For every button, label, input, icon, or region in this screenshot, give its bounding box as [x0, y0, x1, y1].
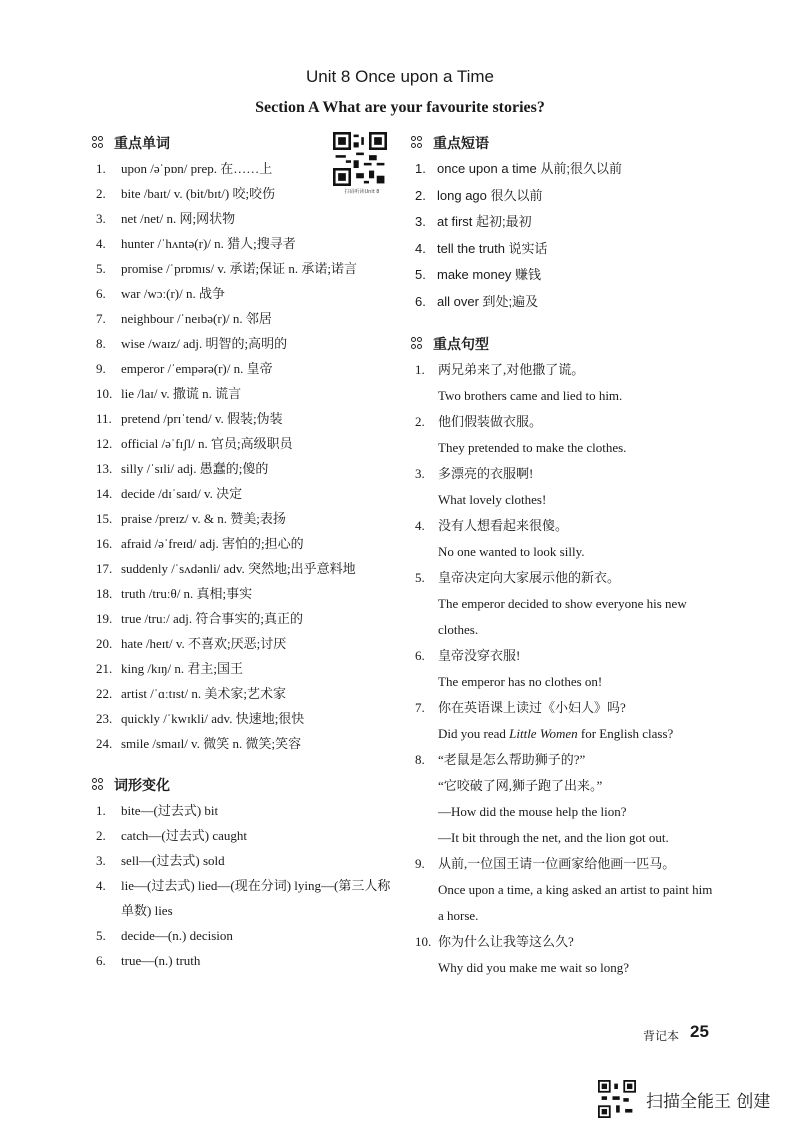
vocab-text: promise /ˈprɒmɪs/ v. 承诺;保证 n. 承诺;诺言 [121, 261, 357, 276]
sentence-zh-line [415, 409, 715, 435]
item-number: 3. [415, 214, 426, 229]
item-number: 21. [96, 661, 113, 676]
sentence-en: —How did the mouse help the lion? [438, 804, 627, 819]
item-number: 7. [415, 700, 425, 715]
item-number: 20. [96, 636, 113, 651]
item-number: 4. [96, 878, 106, 893]
vocab-text: quickly /ˈkwɪkli/ adv. 快速地;很快 [121, 711, 305, 726]
item-number: 4. [415, 518, 425, 533]
vocab-text: king /kɪŋ/ n. 君主;国王 [121, 661, 243, 676]
right-column [415, 130, 715, 981]
sentence-en: —It bit through the net, and the lion got out. [438, 830, 669, 845]
phrase-text: all over 到处;遍及 [437, 293, 539, 309]
item-number: 18. [96, 586, 113, 601]
sentence-en-line [415, 669, 715, 695]
vocab-item [96, 481, 396, 506]
sentence-zh: 皇帝没穿衣服! [438, 648, 521, 663]
vocab-text: net /net/ n. 网;网状物 [121, 211, 236, 226]
sentence-zh-line [415, 851, 715, 877]
sentence-zh: 没有人想看起来很傻。 [438, 518, 569, 533]
vocab-text: upon /əˈpɒn/ prep. 在……上 [121, 161, 273, 176]
sentence-item [415, 747, 715, 851]
vocab-text: official /əˈfɪʃl/ n. 官员;高级职员 [121, 436, 293, 451]
indent [415, 721, 438, 747]
item-number: 6. [415, 648, 425, 663]
sentence-item [415, 461, 715, 513]
vocab-item [96, 281, 396, 306]
vocab-item [96, 306, 396, 331]
vocab-text: smile /smaɪl/ v. 微笑 n. 微笑;笑容 [121, 736, 302, 751]
sentence-en-line [415, 721, 715, 747]
vocab-text: wise /waɪz/ adj. 明智的;高明的 [121, 336, 288, 351]
vocab-item [96, 231, 396, 256]
item-number: 10. [96, 386, 113, 401]
item-number: 12. [96, 436, 113, 451]
left-column [96, 130, 396, 973]
item-number: 22. [96, 686, 113, 701]
sentence-zh-line [415, 773, 715, 799]
sentence-zh: 你在英语课上读过《小妇人》吗? [438, 700, 626, 715]
item-number: 24. [96, 736, 113, 751]
indent [415, 591, 438, 643]
vocab-item [96, 656, 396, 681]
phrases-list [415, 156, 715, 315]
sentence-zh: 两兄弟来了,对他撒了谎。 [438, 362, 585, 377]
form-text: catch—(过去式) caught [121, 828, 247, 843]
watermark-qr-icon [598, 1080, 636, 1118]
indent [415, 539, 438, 565]
form-text: bite—(过去式) bit [121, 803, 219, 818]
item-number: 1. [415, 161, 426, 176]
sentence-zh: 他们假装做衣服。 [438, 414, 543, 429]
sentence-en-line [415, 383, 715, 409]
sentence-zh: “它咬破了网,狮子跑了出来。” [438, 778, 603, 793]
item-number: 14. [96, 486, 113, 501]
sentence-zh-line [415, 695, 715, 721]
item-number: 8. [415, 752, 425, 767]
phrase-text: make money 赚钱 [437, 267, 542, 282]
vocab-item [96, 181, 396, 206]
form-item [96, 873, 396, 923]
vocab-item [96, 556, 396, 581]
sentence-zh-line [415, 643, 715, 669]
item-number: 16. [96, 536, 113, 551]
sentence-en-line [415, 435, 715, 461]
forms-heading: 词形变化 [92, 772, 396, 798]
sentence-en: The emperor has no clothes on! [438, 674, 603, 689]
sentence-en-line [415, 877, 715, 929]
book-title: Little Women [509, 726, 578, 741]
form-item [96, 923, 396, 948]
indent [415, 955, 438, 981]
sentence-item [415, 643, 715, 695]
indent [415, 877, 438, 929]
sentence-en: Two brothers came and lied to him. [438, 388, 623, 403]
vocab-list [96, 156, 396, 756]
item-number: 5. [415, 267, 426, 282]
item-number: 17. [96, 561, 113, 576]
sentence-en: They pretended to make the clothes. [438, 440, 627, 455]
sentence-zh-line [415, 357, 715, 383]
sentence-zh-line [415, 747, 715, 773]
sentences-heading: 重点句型 [411, 331, 715, 357]
item-number: 3. [96, 853, 106, 868]
sentence-zh: 你为什么让我等这么久? [438, 934, 574, 949]
indent [415, 383, 438, 409]
vocab-item [96, 256, 396, 281]
sentence-en [438, 721, 715, 747]
vocab-text: silly /ˈsɪli/ adj. 愚蠢的;傻的 [121, 461, 269, 476]
item-number: 4. [96, 236, 106, 251]
indent [415, 435, 438, 461]
vocab-text: suddenly /ˈsʌdənli/ adv. 突然地;出乎意料地 [121, 561, 356, 576]
vocab-text: true /truː/ adj. 符合事实的;真正的 [121, 611, 303, 626]
indent [415, 825, 438, 851]
form-text: true—(n.) truth [121, 953, 201, 968]
form-item [96, 823, 396, 848]
item-number: 8. [96, 336, 106, 351]
sentence-en-line [415, 955, 715, 981]
item-number: 6. [96, 953, 106, 968]
sentence-item [415, 929, 715, 981]
sentence-en-line [415, 825, 715, 851]
sentence-en-line [415, 799, 715, 825]
vocab-item [96, 706, 396, 731]
item-number: 9. [96, 361, 106, 376]
vocab-text: emperor /ˈempərə(r)/ n. 皇帝 [121, 361, 273, 376]
item-number: 3. [96, 211, 106, 226]
item-number: 5. [415, 570, 425, 585]
sentence-en-pre: Did you read [438, 726, 510, 741]
sentence-item [415, 851, 715, 929]
phrase-text: once upon a time 从前;很久以前 [437, 161, 622, 176]
item-number: 5. [96, 261, 106, 276]
item-number: 6. [96, 286, 106, 301]
vocab-text: neighbour /ˈneɪbə(r)/ n. 邻居 [121, 311, 272, 326]
vocab-heading: 重点单词 [92, 130, 396, 156]
phrase-item [415, 183, 715, 210]
section-marker-icon [411, 337, 425, 351]
sentence-en: Why did you make me wait so long? [438, 960, 629, 975]
item-number: 3. [415, 466, 425, 481]
vocab-item [96, 631, 396, 656]
vocab-text: truth /truːθ/ n. 真相;事实 [121, 586, 253, 601]
sentence-en-post: for English class? [577, 726, 674, 741]
sentence-zh-line [415, 461, 715, 487]
item-number: 19. [96, 611, 113, 626]
indent [415, 799, 438, 825]
item-number: 1. [96, 803, 106, 818]
phrase-item [415, 289, 715, 316]
item-number: 2. [96, 186, 106, 201]
sentence-zh-line [415, 929, 715, 955]
phrase-item [415, 209, 715, 236]
sentence-zh: “老鼠是怎么帮助狮子的?” [438, 752, 586, 767]
indent [415, 487, 438, 513]
phrase-item [415, 236, 715, 263]
form-item [96, 798, 396, 823]
sentence-item [415, 357, 715, 409]
vocab-item [96, 356, 396, 381]
section-marker-icon [411, 136, 425, 150]
phrase-text: at first 起初;最初 [437, 214, 532, 229]
vocab-text: decide /dɪˈsaɪd/ v. 决定 [121, 486, 243, 501]
vocab-text: hunter /ˈhʌntə(r)/ n. 猎人;搜寻者 [121, 236, 296, 251]
sentence-en: No one wanted to look silly. [438, 544, 585, 559]
vocab-item [96, 331, 396, 356]
sentence-zh-line [415, 513, 715, 539]
phrases-heading: 重点短语 [411, 130, 715, 156]
vocab-text: artist /ˈɑːtɪst/ n. 美术家;艺术家 [121, 686, 286, 701]
sentence-item [415, 565, 715, 643]
item-number: 10. [415, 934, 432, 949]
section-marker-icon [92, 136, 106, 150]
qr-caption: 扫码听读Unit 8 [344, 189, 380, 195]
footer-label: 背记本 [643, 1029, 680, 1043]
vocab-item [96, 156, 396, 181]
section-marker-icon [92, 778, 106, 792]
sentence-item [415, 695, 715, 747]
sentence-zh: 皇帝决定向大家展示他的新衣。 [438, 570, 621, 585]
vocab-item [96, 681, 396, 706]
vocab-text: bite /baɪt/ v. (bit/bɪt/) 咬;咬伤 [121, 186, 276, 201]
item-number: 13. [96, 461, 113, 476]
sentence-en: What lovely clothes! [438, 492, 547, 507]
vocab-item [96, 531, 396, 556]
sentence-en-line [415, 591, 715, 643]
sentence-en: The emperor decided to show everyone his new clothes. [438, 596, 687, 637]
forms-list [96, 798, 396, 973]
vocab-item [96, 731, 396, 756]
sentence-item [415, 513, 715, 565]
phrase-item [415, 262, 715, 289]
vocab-item [96, 381, 396, 406]
vocab-text: lie /laɪ/ v. 撒谎 n. 谎言 [121, 386, 242, 401]
form-text: sell—(过去式) sold [121, 853, 225, 868]
vocab-item [96, 581, 396, 606]
sentence-zh: 多漂亮的衣服啊! [438, 466, 534, 481]
item-number: 2. [415, 187, 426, 203]
watermark-text: 扫描全能王 创建 [646, 1092, 771, 1112]
section-title: Section A What are your favourite stories? [255, 99, 545, 116]
form-item [96, 848, 396, 873]
vocab-text: praise /preɪz/ v. & n. 赞美;表扬 [121, 511, 286, 526]
page-number: 25 [690, 1022, 709, 1041]
indent [415, 773, 438, 799]
item-number: 1. [415, 362, 425, 377]
vocab-text: pretend /prɪˈtend/ v. 假装;伪装 [121, 411, 283, 426]
phrase-item [415, 156, 715, 183]
vocab-item [96, 606, 396, 631]
sentence-en-line [415, 487, 715, 513]
sentence-en-line [415, 539, 715, 565]
phrase-text: tell the truth 说实话 [437, 240, 548, 256]
vocab-item [96, 206, 396, 231]
sentences-list [415, 357, 715, 981]
vocab-text: war /wɔː(r)/ n. 战争 [121, 286, 225, 301]
indent [415, 669, 438, 695]
form-text: lie—(过去式) lied—(现在分词) lying—(第三人称单数) lies [121, 878, 391, 918]
item-number: 1. [96, 161, 106, 176]
vocab-item [96, 431, 396, 456]
item-number: 4. [415, 240, 426, 256]
unit-title: Unit 8 Once upon a Time [305, 67, 495, 86]
item-number: 6. [415, 293, 426, 309]
item-number: 23. [96, 711, 113, 726]
sentence-en: Once upon a time, a king asked an artist to paint him a horse. [438, 882, 713, 923]
vocab-item [96, 506, 396, 531]
phrase-text: long ago 很久以前 [437, 187, 543, 203]
item-number: 9. [415, 856, 425, 871]
vocab-item [96, 406, 396, 431]
vocab-item [96, 456, 396, 481]
item-number: 2. [415, 414, 425, 429]
item-number: 7. [96, 311, 106, 326]
item-number: 5. [96, 928, 106, 943]
item-number: 15. [96, 511, 113, 526]
sentence-zh: 从前,一位国王请一位画家给他画一匹马。 [438, 856, 676, 871]
form-item [96, 948, 396, 973]
vocab-text: afraid /əˈfreɪd/ adj. 害怕的;担心的 [121, 536, 304, 551]
item-number: 11. [96, 411, 112, 426]
form-text: decide—(n.) decision [121, 928, 233, 943]
item-number: 2. [96, 828, 106, 843]
sentence-zh-line [415, 565, 715, 591]
sentence-item [415, 409, 715, 461]
vocab-text: hate /heɪt/ v. 不喜欢;厌恶;讨厌 [121, 636, 287, 651]
